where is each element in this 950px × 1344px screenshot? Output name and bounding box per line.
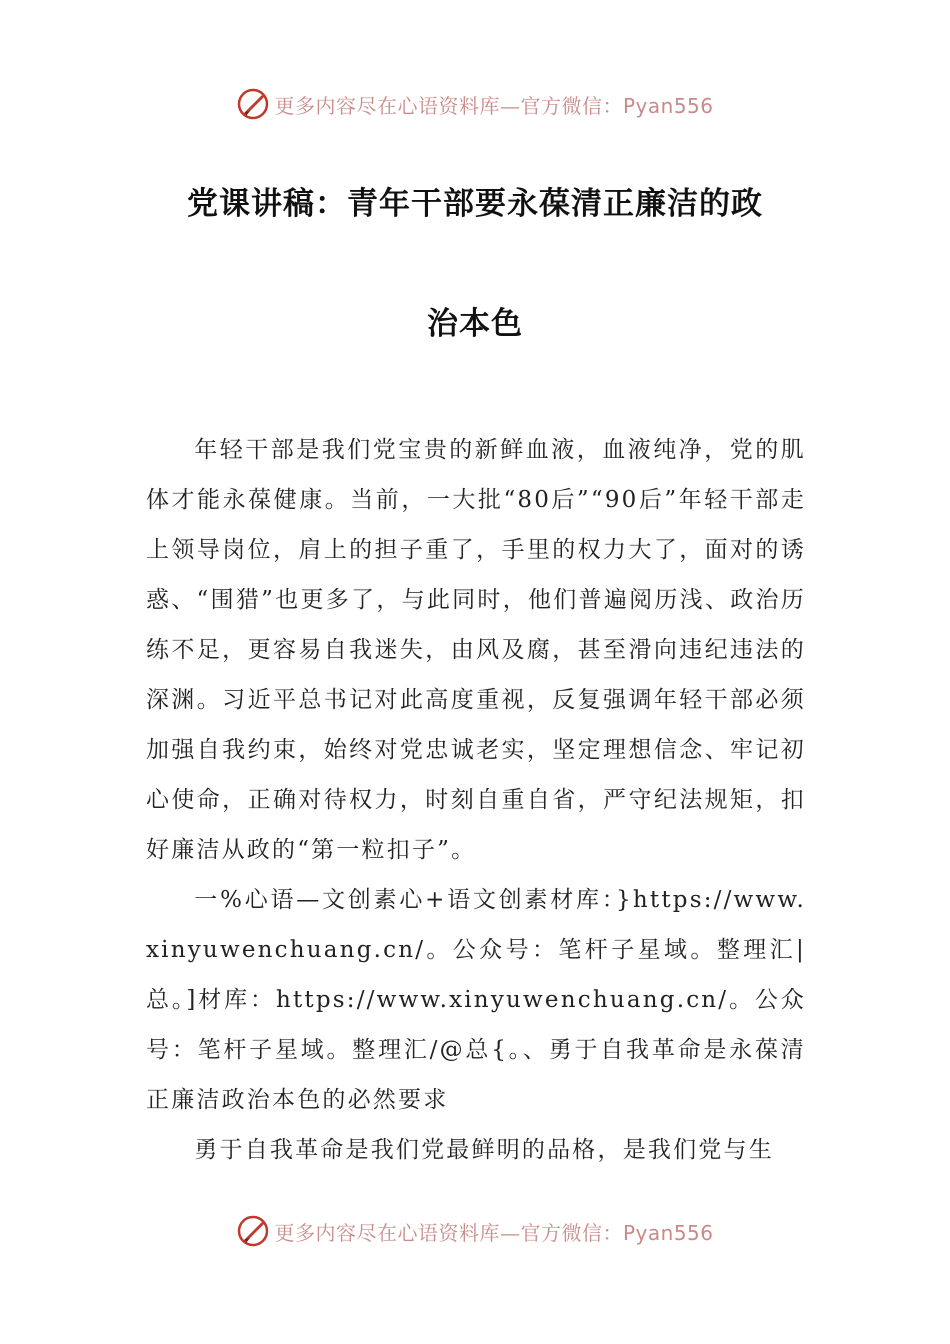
paragraph-3: 勇于自我革命是我们党最鲜明的品格，是我们党与生 — [194, 1137, 774, 1163]
quill-logo-icon — [236, 1214, 270, 1248]
document-title-line-1: 党课讲稿：青年干部要永葆清正廉洁的政 — [187, 186, 763, 222]
document-body — [146, 425, 806, 1175]
banner-text: 更多内容尽在心语资料库—官方微信：Pyan556 — [274, 1220, 714, 1245]
wechat-id: Pyan556 — [622, 1220, 714, 1245]
document-title-line-2: 治本色 — [427, 306, 523, 342]
footer-banner — [0, 1211, 950, 1251]
banner-text: 更多内容尽在心语资料库—官方微信：Pyan556 — [274, 93, 714, 118]
quill-logo-icon — [236, 87, 270, 121]
wechat-id: Pyan556 — [622, 93, 714, 118]
header-banner — [0, 84, 950, 124]
paragraph-2: 一%心语—文创素心+语文创素材库：}https://www.xinyuwenchuang.cn/。公众号：笔杆子星域。整理汇|总。]材库：https://www.xinyuwenchuang.cn/。公众号：笔杆子星域。整理汇/@总{。、勇于自我革命是永葆清正廉洁政治本色的必然要求 — [146, 887, 806, 1113]
paragraph-1: 年轻干部是我们党宝贵的新鲜血液，血液纯净，党的肌体才能永葆健康。当前，一大批“80后”“90后”年轻干部走上领导岗位，肩上的担子重了，手里的权力大了，面对的诱惑、“围猎”也更多了，与此同时，他们普遍阅历浅、政治历练不足，更容易自我迷失，由风及腐，甚至滑向违纪违法的深渊。习近平总书记对此高度重视，反复强调年轻干部必须加强自我约束，始终对党忠诚老实，坚定理想信念、牢记初心使命，正确对待权力，时刻自重自省，严守纪法规矩，扣好廉洁从政的“第一粒扣子”。 — [146, 437, 806, 863]
